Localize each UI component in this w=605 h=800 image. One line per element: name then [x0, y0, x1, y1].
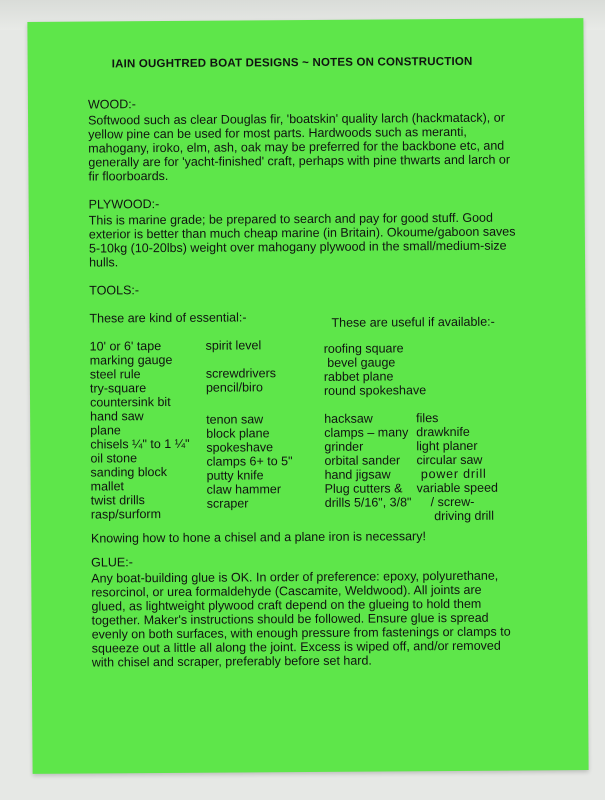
list-item: files [416, 411, 439, 426]
paragraph-line: evenly on both surfaces, with enough pressure from fastenings or clamps to [91, 624, 511, 642]
list-item: light planer [416, 438, 478, 454]
paragraph-line: glued, as lightweight plywood craft depend on the glueing to hold them [91, 596, 482, 614]
wood-heading: WOOD:- [87, 97, 136, 112]
essential-tools-list-1 [90, 339, 190, 522]
wood-paragraph [88, 110, 548, 183]
list-item: screwdrivers [205, 366, 277, 381]
list-item: marking gauge [89, 352, 173, 368]
list-item: mallet [90, 479, 125, 494]
list-item: Plug cutters & [324, 481, 403, 496]
tools-heading: TOOLS:- [89, 283, 140, 298]
paragraph-line: 5-10kg (10-20lbs) weight over mahogany plywood in the small/medium-size [88, 238, 507, 256]
essential-tools-list-2b [206, 412, 293, 511]
paragraph-line: squeeze out a little all along the joint. Excess is wiped off, and/or removed [91, 638, 501, 656]
list-spacer [206, 352, 276, 366]
list-item: grinder [324, 439, 364, 454]
paragraph-line: mahogany, iroko, elm, ash, oak may be preferred for the backbone etc, and [88, 138, 505, 156]
useful-tools-list-1 [324, 411, 411, 510]
glue-heading: GLUE:- [91, 555, 133, 570]
list-item: round spokeshave [323, 383, 427, 398]
list-item: oil stone [90, 451, 138, 466]
list-item: drawknife [416, 424, 470, 440]
list-item: chisels ¼" to 1 ¼" [90, 436, 190, 452]
useful-tools-label: These are useful if available:- [331, 314, 495, 330]
list-item: hacksaw [324, 411, 373, 426]
list-item: hand jigsaw [324, 467, 391, 482]
list-item: pencil/biro [205, 380, 263, 395]
list-item: rabbet plane [323, 369, 394, 384]
document-title: IAIN OUGHTRED BOAT DESIGNS ~ NOTES ON CONSTRUCTION [111, 55, 473, 71]
list-item: bevel gauge [323, 355, 396, 370]
list-item: plane [90, 423, 121, 438]
list-item: try-square [89, 381, 147, 396]
list-item: scraper [206, 496, 249, 511]
list-item: sanding block [90, 464, 168, 480]
list-item: claw hammer [206, 482, 282, 497]
list-item: circular saw [416, 452, 483, 468]
essential-tools-label: These are kind of essential:- [89, 310, 247, 326]
paragraph-line: hulls. [89, 255, 119, 270]
paragraph-line: Softwood such as clear Douglas fir, 'boatskin' quality larch (hackmatack), or [88, 110, 505, 128]
paragraph-line: together. Maker's instructions should be followed. Ensure glue is spread [91, 610, 489, 628]
list-item: countersink bit [89, 394, 171, 410]
paragraph-line: resorcinol, or urea formaldehyde (Cascamite, Weldwood). All joints are [91, 582, 482, 600]
list-item: tenon saw [206, 412, 264, 427]
paragraph-line: This is marine grade; be prepared to search and pay for good stuff. Good [88, 210, 493, 228]
useful-tools-list-2 [416, 411, 498, 524]
list-item: spokeshave [206, 440, 274, 455]
document-sheet [27, 18, 588, 774]
plywood-heading: PLYWOOD:- [88, 197, 160, 212]
list-item: drills 5/16", 3/8" [324, 495, 412, 510]
essential-tools-list-2a [206, 338, 277, 394]
list-item: power drill [416, 466, 487, 482]
paragraph-line: with chisel and scraper, preferably before set hard. [91, 653, 372, 670]
paragraph-line: exterior is better than much cheap marine (in Britain). Okoume/gaboon saves [88, 224, 516, 242]
paragraph-line: Any boat-building glue is OK. In order of preference: epoxy, polyurethane, [91, 568, 499, 586]
list-item: 10' or 6' tape [89, 339, 162, 354]
list-item: hand saw [90, 409, 144, 424]
paragraph-line: yellow pine can be used for most parts. Hardwoods such as meranti, [88, 124, 467, 142]
list-item: clamps – many [324, 425, 409, 440]
list-item: steel rule [89, 367, 141, 382]
paragraph-line: fir floorboards. [88, 168, 169, 184]
list-item: orbital sander [324, 453, 401, 468]
list-item: putty knife [206, 468, 264, 483]
list-item: rasp/surform [90, 507, 162, 522]
hone-note: Knowing how to hone a chisel and a plane iron is necessary! [90, 529, 426, 546]
list-item: driving drill [416, 508, 494, 524]
list-item: / screw- [416, 494, 475, 510]
glue-paragraph [91, 568, 552, 669]
plywood-paragraph [89, 210, 549, 269]
list-item: clamps 6+ to 5" [206, 454, 293, 469]
useful-tools-list-top [324, 341, 427, 398]
paragraph-line: generally are for 'yacht-finished' craft, perhaps with pine thwarts and larch or [88, 152, 511, 170]
list-item: roofing square [323, 341, 404, 356]
list-item: block plane [206, 426, 270, 441]
list-item: variable speed [416, 480, 499, 496]
list-item: spirit level [205, 338, 262, 353]
list-item: twist drills [90, 493, 145, 508]
